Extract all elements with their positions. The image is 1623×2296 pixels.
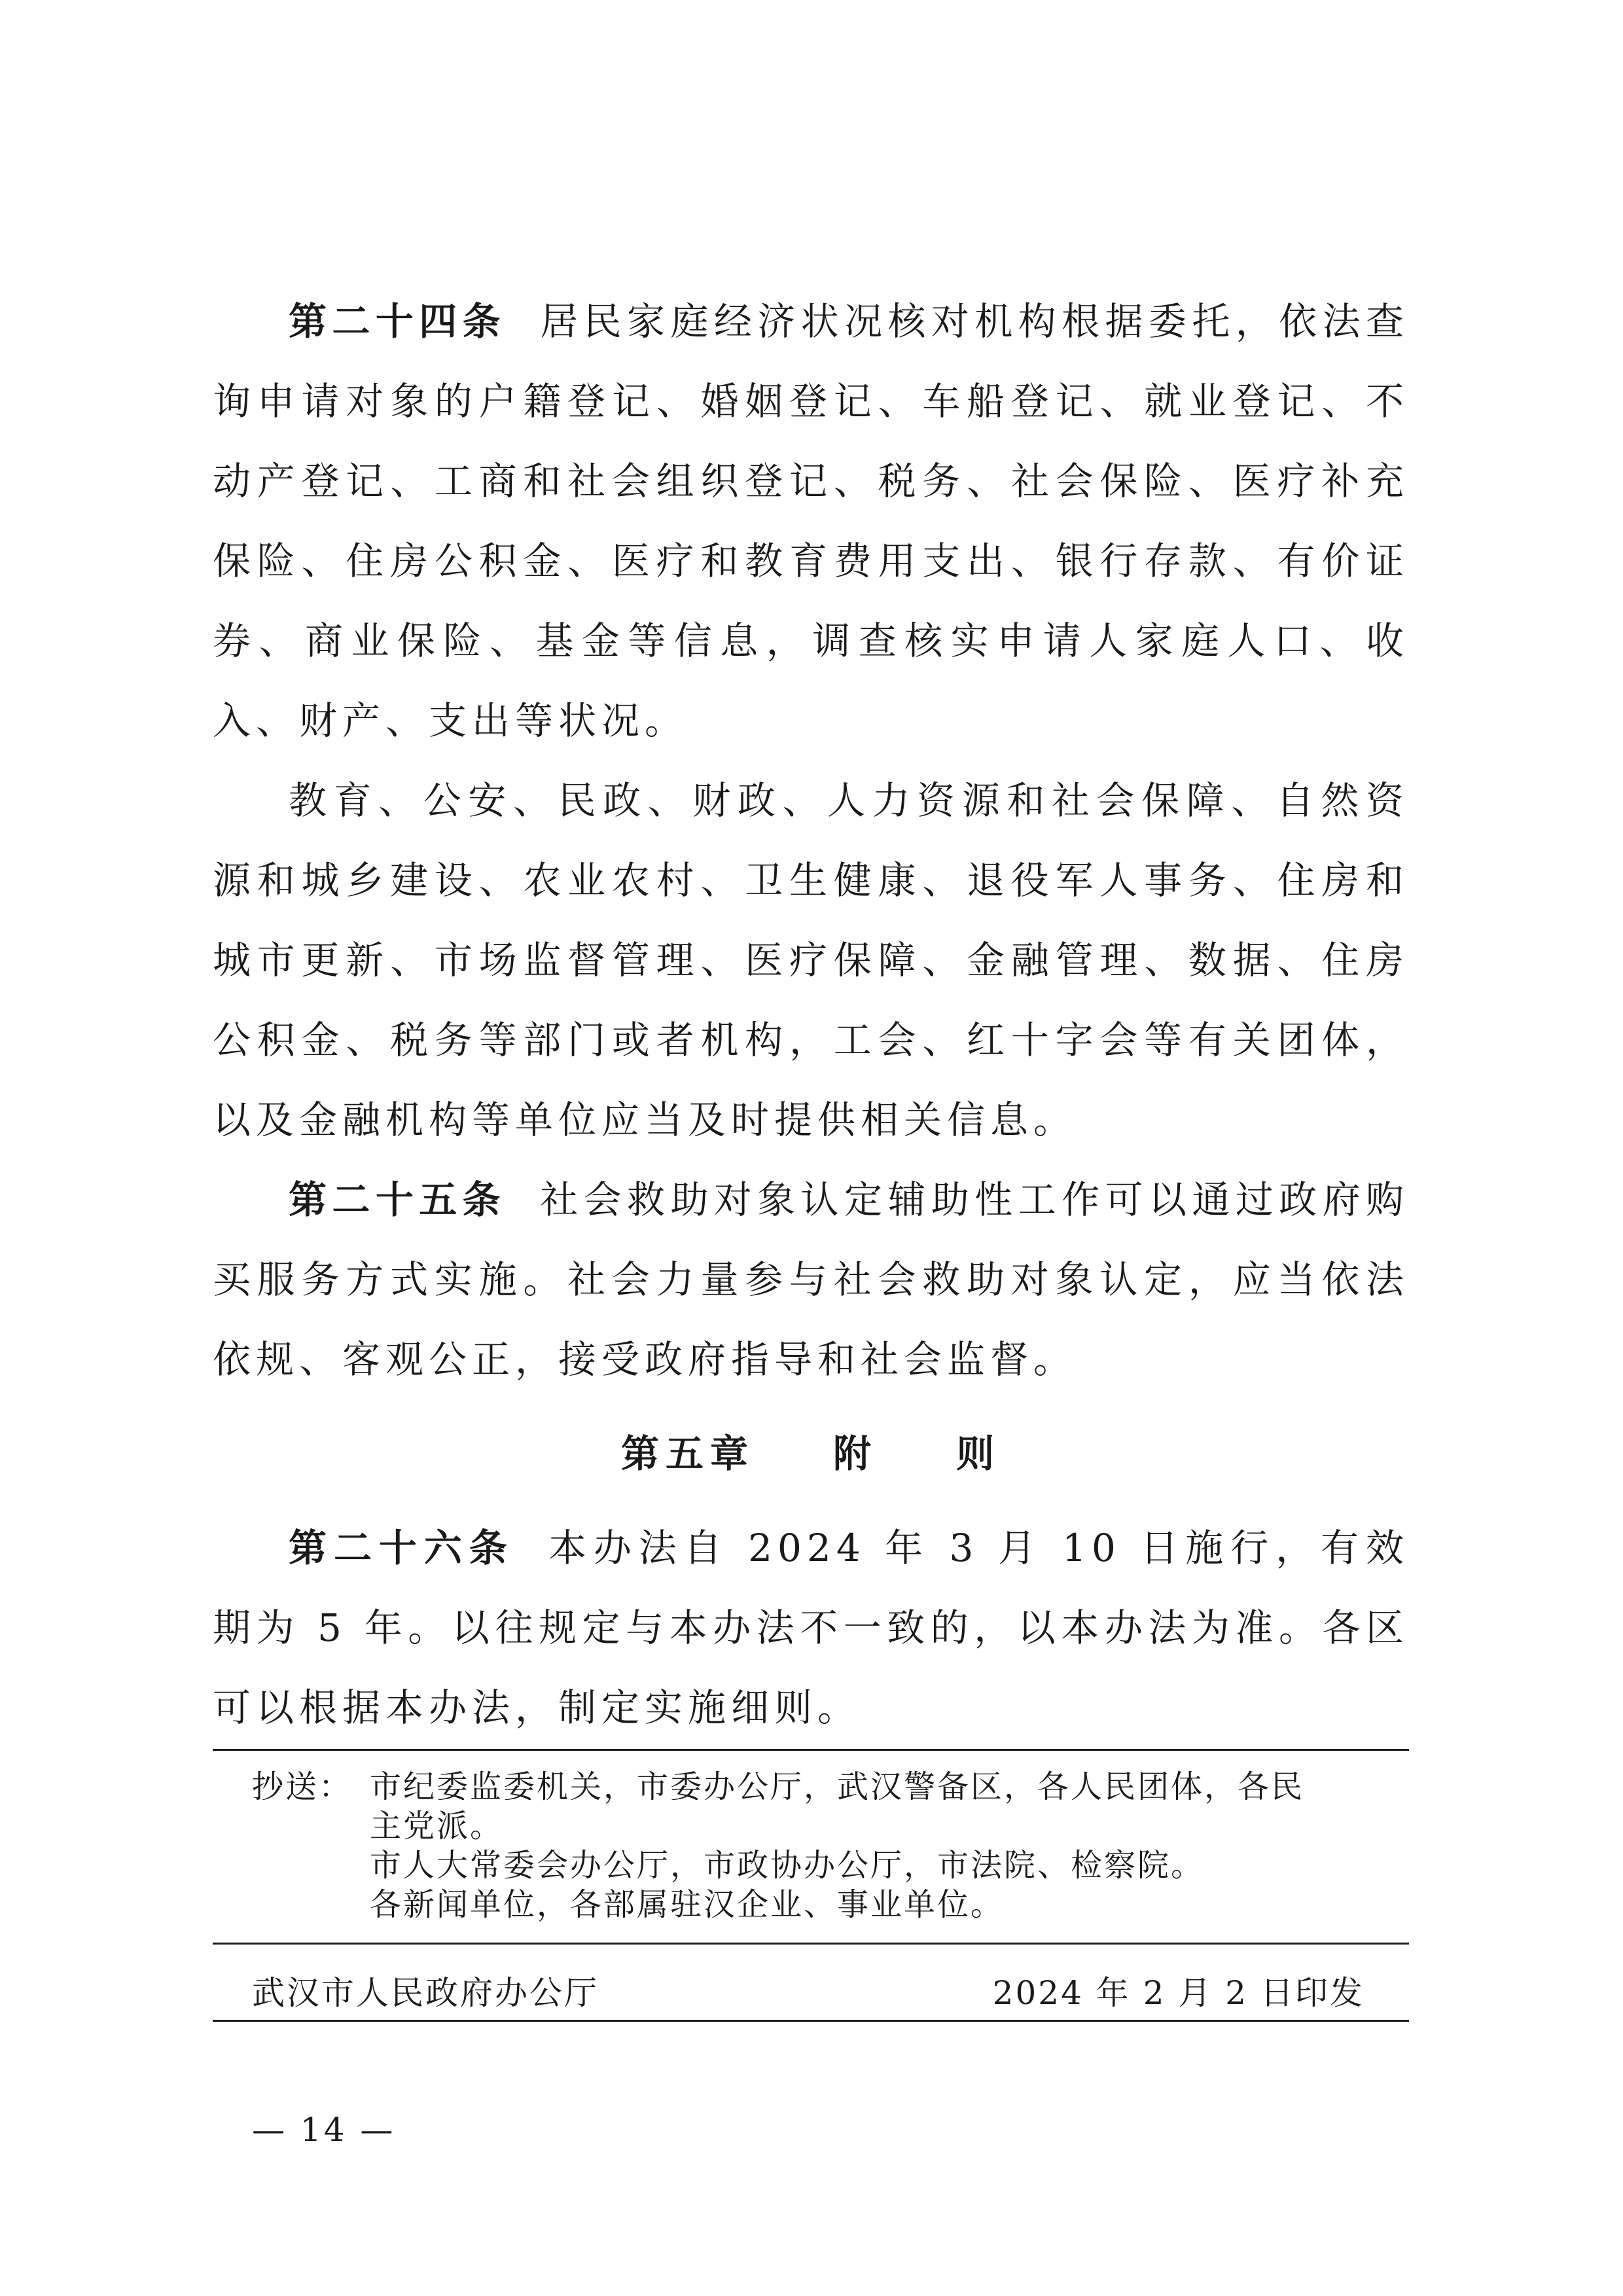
cc-label: 抄送： (252, 1768, 353, 1805)
issuer-name: 武汉市人民政府办公厅 (252, 1974, 599, 2012)
cc-top-rule (213, 1749, 1409, 1751)
chapter-5-number: 第五章 (620, 1431, 755, 1476)
article-26-text-1: 本办法自 2024 年 3 月 10 日施行，有效期为 5 年。以往规定与本办法不一致的，以本办法为准。各区可以根据本办法，制定实施细则。 (213, 1526, 1409, 1730)
article-25-text-1: 社会救助对象认定辅助性工作可以通过政府购买服务方式实施。社会力量参与社会救助对象认定，应当依法依规、客观公正，接受政府指导和社会监督。 (213, 1177, 1409, 1382)
article-24-title: 第二十四条 (289, 299, 507, 344)
chapter-5-name-part1: 附 (832, 1431, 878, 1476)
article-25-paragraph-1 (213, 1160, 1409, 1399)
cc-recipients (370, 1767, 1391, 1924)
article-26-title: 第二十六条 (289, 1526, 514, 1570)
issue-date: 2024 年 2 月 2 日印发 (992, 1974, 1364, 2012)
cc-line-1: 市纪委监委机关，市委办公厅，武汉警备区，各人民团体，各民 (370, 1768, 1305, 1805)
cc-line-2: 主党派。 (370, 1808, 504, 1844)
footer-bottom-rule (213, 2020, 1409, 2022)
cc-line-3: 市人大常委会办公厅，市政协办公厅，市法院、检察院。 (370, 1847, 1205, 1884)
chapter-5-name-part2: 则 (956, 1431, 1001, 1476)
article-24-paragraph-2 (213, 761, 1409, 1160)
page-number: — 14 — (252, 2111, 396, 2149)
document-body (213, 281, 1409, 1748)
article-24-text-2: 教育、公安、民政、财政、人力资源和社会保障、自然资源和城乡建设、农业农村、卫生健康、退役军人事务、住房和城市更新、市场监督管理、医疗保障、金融管理、数据、住房公积金、税务等部门或者机构，工会、红十字会等有关团体，以及金融机构等单位应当及时提供相关信息。 (213, 778, 1409, 1142)
cc-line-4: 各新闻单位，各部属驻汉企业、事业单位。 (370, 1886, 1005, 1923)
article-25-title: 第二十五条 (289, 1177, 507, 1222)
cc-bottom-rule (213, 1943, 1409, 1945)
article-24-paragraph-1 (213, 281, 1409, 761)
article-26-paragraph-1 (213, 1508, 1409, 1748)
article-24-text-1: 居民家庭经济状况核对机构根据委托，依法查询申请对象的户籍登记、婚姻登记、车船登记、就业登记、不动产登记、工商和社会组织登记、税务、社会保险、医疗补充保险、住房公积金、医疗和教育费用支出、银行存款、有价证券、商业保险、基金等信息，调查核实申请人家庭人口、收入、财产、支出等状况。 (213, 299, 1409, 743)
chapter-5-heading (213, 1414, 1409, 1494)
